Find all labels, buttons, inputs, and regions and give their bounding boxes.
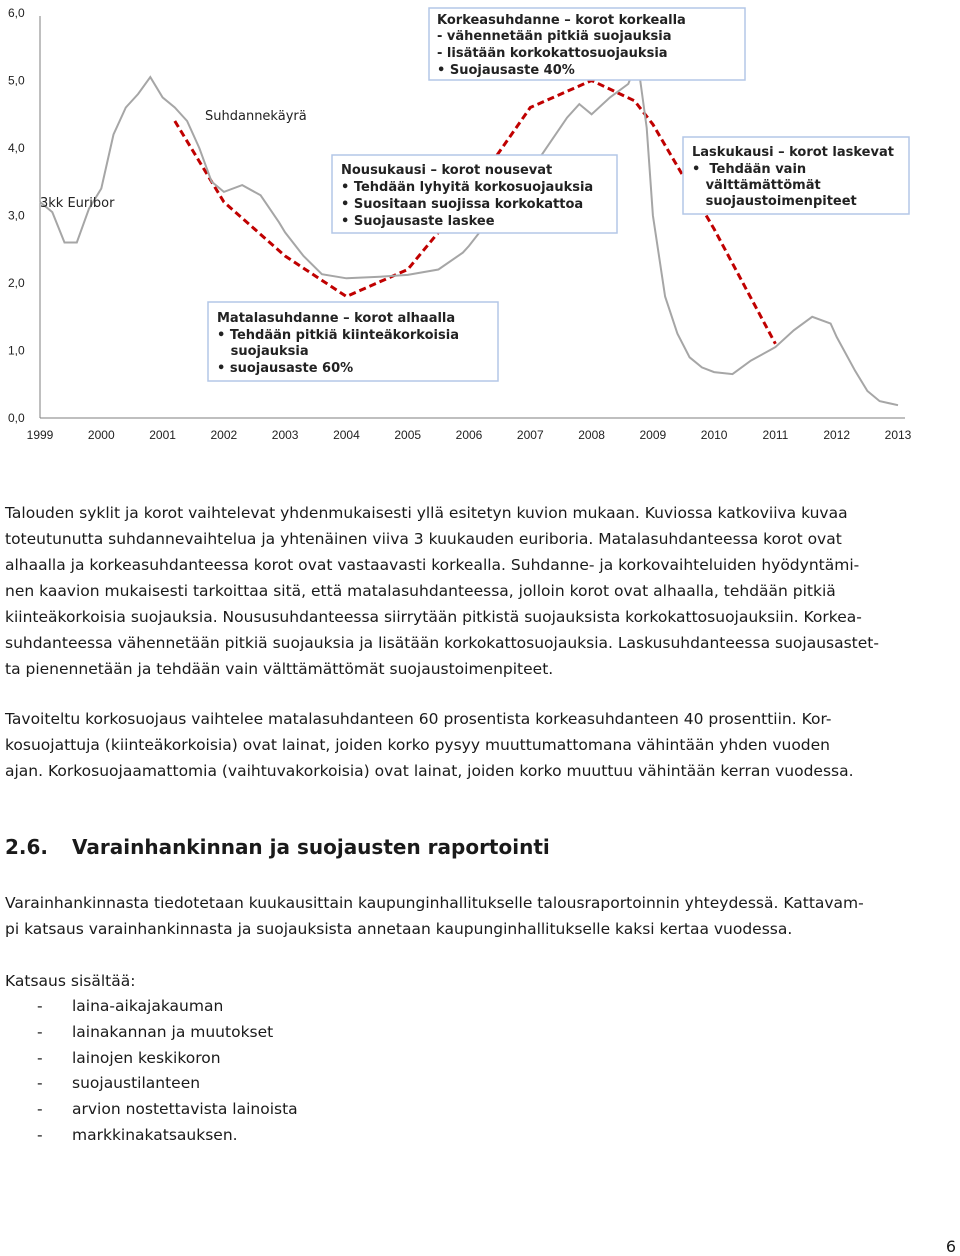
svg-text:• Suojausaste 40%: • Suojausaste 40% <box>437 63 575 78</box>
x-tick-label: 2009 <box>639 428 667 442</box>
list-item: - lainojen keskikoron <box>37 1048 221 1067</box>
y-tick-label: 5,0 <box>8 73 25 88</box>
svg-text:suojaustoimenpiteet: suojaustoimenpiteet <box>692 194 857 209</box>
section-title: Varainhankinnan ja suojausten raportointi <box>72 835 550 859</box>
svg-text:• Tehdään pitkiä kiinteäkork: • Tehdään pitkiä kiinteäkorkoisia <box>217 328 459 343</box>
svg-text:• suojausaste 60%: • suojausaste 60% <box>217 361 354 376</box>
y-tick-label: 3,0 <box>8 208 25 223</box>
annotation-korkeasuhdanne <box>429 8 745 80</box>
svg-text:välttämättömät: välttämättömät <box>692 178 821 193</box>
svg-text:Nousukausi – korot nousevat: Nousukausi – korot nousevat <box>341 163 553 178</box>
y-tick-label: 4,0 <box>8 141 25 155</box>
paragraph-reporting: Varainhankinnasta tiedotetaan kuukausittain kaupunginhallitukselle talousraportoinnin yhteydessä. Kattavam- pi katsaus varainhankinnasta ja suojauksista annetaan kaupunginhallitukselle kaksi kertaa vuodessa. <box>5 894 864 938</box>
x-tick-label: 1999 <box>26 428 54 442</box>
euribor-cycle-chart <box>0 0 960 460</box>
page-number: 6 <box>945 1237 956 1256</box>
annotation-nousukausi <box>332 155 617 233</box>
annotation-laskukausi <box>683 137 909 214</box>
y-tick-label: 2,0 <box>8 276 25 290</box>
svg-text:• Suojausaste laskee: • Suojausaste laskee <box>341 214 495 229</box>
x-tick-label: 2012 <box>823 428 851 442</box>
x-tick-label: 2008 <box>578 428 605 442</box>
list-item: - lainakannan ja muutokset <box>37 1022 274 1041</box>
series-label-euribor: 3kk Euribor <box>40 196 115 211</box>
y-tick-label: 1,0 <box>8 343 25 358</box>
paragraph-cycles: Talouden syklit ja korot vaihtelevat yhdenmukaisesti yllä esitetyn kuvion mukaan. Kuviossa katkoviiva kuvaa toteutunutta suhdannevaihtelua ja yhtenäinen viiva 3 kuukauden euriboria. Matalasuhdanteessa korot ovat alhaalla ja korkeasuhdanteessa korot ovat vastaavasti korkealla. Suhdanne- ja korkovaihteluiden hyödyntämi- nen kaavion mukaisesti tarkoittaa sitä, että matalasuhdanteessa, jolloin korot ovat alhaalla, tehdään pitkiä kiinteäkorkoisia suojauksia. Noususuhdanteessa siirrytään pitkistä suojauksista korkokattosuojauksiin. Korkea- suhdanteessa vähennetään pitkiä suojauksia ja lisätään korkokattosuojauksia. Laskusuhdanteessa suojausastet- ta pienennetään ja tehdään vain välttämättömät suojaustoimenpiteet. <box>5 504 879 678</box>
svg-text:- vähennetään pitkiä suojauks: - vähennetään pitkiä suojauksia <box>437 29 672 44</box>
x-tick-label: 2010 <box>700 428 728 442</box>
series-label-suhdannekayra: Suhdannekäyrä <box>205 109 307 124</box>
list-item: - laina-aikajakauman <box>37 997 224 1015</box>
svg-text:Laskukausi – korot laskevat: Laskukausi – korot laskevat <box>692 145 894 160</box>
svg-text:suojauksia: suojauksia <box>217 344 309 359</box>
svg-text:Matalasuhdanne – korot alhaall: Matalasuhdanne – korot alhaalla <box>217 311 456 326</box>
x-tick-label: 2000 <box>87 428 115 442</box>
x-tick-label: 2005 <box>394 428 422 442</box>
svg-text:• Tehdään lyhyitä korkosuojau: • Tehdään lyhyitä korkosuojauksia <box>341 180 594 195</box>
list-item: - arvion nostettavista lainoista <box>37 1100 298 1119</box>
annotation-matalasuhdanne <box>208 302 498 381</box>
x-tick-label: 2011 <box>762 428 789 442</box>
x-tick-label: 2002 <box>210 428 238 442</box>
x-tick-label: 2004 <box>333 428 360 442</box>
y-tick-label: 6,0 <box>8 6 25 20</box>
x-tick-label: 2006 <box>455 428 483 442</box>
svg-text:• Suositaan suojissa korkokat: • Suositaan suojissa korkokattoa <box>341 197 584 212</box>
section-number: 2.6. <box>5 835 49 859</box>
list-intro: Katsaus sisältää: <box>5 972 136 990</box>
svg-text:- lisätään korkokattosuojauks: - lisätään korkokattosuojauksia <box>437 46 668 61</box>
y-tick-label: 0,0 <box>8 411 25 425</box>
x-tick-label: 2003 <box>271 428 299 442</box>
svg-text:Korkeasuhdanne – korot korkeal: Korkeasuhdanne – korot korkealla <box>437 13 686 28</box>
list-item: - suojaustilanteen <box>37 1074 201 1093</box>
review-contents-list <box>5 994 298 1149</box>
list-item: - markkinakatsauksen. <box>37 1125 238 1144</box>
x-tick-label: 2007 <box>516 428 544 442</box>
paragraph-target-hedging: Tavoiteltu korkosuojaus vaihtelee matalasuhdanteen 60 prosentista korkeasuhdanteen 40 prosenttiin. Kor- kosuojattuja (kiinteäkorkoisia) ovat lainat, joiden korko pysyy muuttumattomana vähintään yhden vuoden ajan. Korkosuojaamattomia (vaihtuvakorkoisia) ovat lainat, joiden korko muuttuu vähintään kerran vuodessa. <box>5 710 854 780</box>
x-tick-label: 2001 <box>149 428 176 442</box>
section-heading <box>5 835 550 859</box>
x-tick-label: 2013 <box>884 428 912 442</box>
svg-text:• Tehdään vain: • Tehdään vain <box>692 162 807 177</box>
